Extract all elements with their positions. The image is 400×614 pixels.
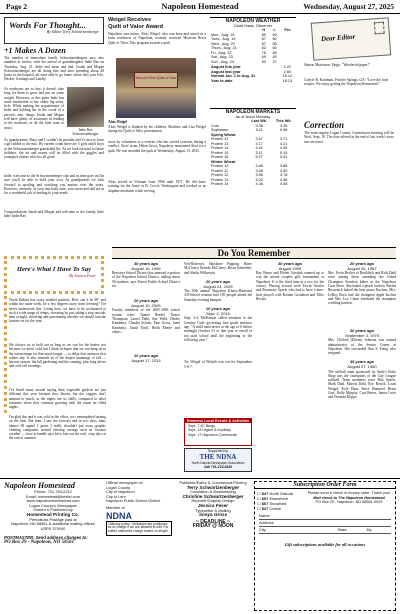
name-field[interactable]: Name <box>259 513 391 520</box>
indie-rae-photo <box>67 87 104 127</box>
market-row: Protein 14 4.48 4.38 <box>211 182 288 187</box>
say-title: Here's What I Have To Say <box>16 266 92 273</box>
say-paragraph-2: We always try to hold out as long as we can for the heater, not because we aren't cold, but I think in hopes that we can hang on to the warm temps for that much longer — to delay that ominous first winter day. It also reminds us of the deeper hauntings of fall — harvest season, the fall gardening and the canning, plus long drives and cool fall evenings. <box>9 343 106 369</box>
quilt-photo <box>116 58 196 118</box>
dear-editor-graphic <box>311 17 391 60</box>
say-banner <box>4 256 104 294</box>
market-row: Soybeans 9.11 9.58 <box>211 128 288 133</box>
market-row: Winter Wheat <box>211 159 236 164</box>
words-for-thought-banner <box>4 17 104 44</box>
say-byline: By Jessica Feser <box>69 273 96 278</box>
weather-row: Thurs., Aug. 21 82 60 <box>211 46 277 51</box>
footer-rule <box>0 478 400 479</box>
market-row: Protein 10 3.86 3.88 <box>211 164 288 169</box>
weather-box <box>210 17 296 83</box>
weather-row: Mon., Aug. 18 89 59 <box>211 32 277 37</box>
market-row: Protein 12 3.86 3.78 <box>211 173 288 178</box>
editor-letter-1: Sharon Martinson, Fargo: "Wonderful paper!" <box>304 63 371 67</box>
editor-letter-2: Carlyle B. Kaufman, Powder Springs, GA: "Love the food recipes. We enjoy getting the Napoleon Homestead." <box>304 78 389 87</box>
checkbox-icon: ☐ <box>257 501 262 506</box>
official-newspaper: Official newspaper of: Logan County City of Napoleon City of Lehr Napoleon Public School District Member of NDNA Obituary policy: Obituaries are published at no charge if we are allowed to edit. For edited obituaries charge based on length. <box>106 481 172 536</box>
checkbox-icon: ☐ <box>257 491 262 496</box>
quilt-paragraph-2: sewn by volunteers to a veteran who has served overseas during a conflict. Alois' sister, Helen Gross, Napoleon, nominated Alois for a quilt. He was awarded the quilt at Wednesday, August 13, 2025. <box>108 140 206 153</box>
weather-total-row: Year to date 18.13 <box>211 78 293 83</box>
remember-col-3: 30 years ago August 1995 Ray Bauer and Eileen Grosdek teamed up to win the mixed couples golf tournament at Napoleon. It is the third time in a row for the victory. Placing second were Erwin Giesler and Rosemary Sperle who had to have a nine-hole playoff with Ronnie Goodman and Tillie Becker. <box>256 261 324 301</box>
market-row: Protein 16 5.27 5.31 <box>211 155 288 160</box>
market-row: Protein 12 3.67 3.71 <box>211 137 288 142</box>
market-row: Protein 11 3.48 3.50 <box>211 168 288 173</box>
checkbox-icon: ☐ <box>257 496 262 501</box>
words-headline: +1 Makes A Dozen <box>4 46 66 55</box>
words-paragraph-1: The number of immediate family Schwartzenbergers now also numbers at twelve, with the arrival of granddaughter Indie Rae on Thursday, Aug. 21. Indie and mom and dad, Josiah and Megan Schwartzenberger are all doing fine and after spending about 48 hours in the hospital, all were able to go home where they join JoJo, Decker, Jennings and Landry. <box>4 56 104 82</box>
say-paragraph-3: I've heard many around saying their vegetable gardens are just different this year because they bloom, but the veggies don't amount to much, as the nights are so chilly, compared to other summers when they continue growing with the warm air filled nights. <box>9 388 106 410</box>
markets-box <box>210 108 296 187</box>
staff-list: Publisher/Editor & Commercial Printing Terry Schwartzenberger Circulation & Bookkeeping Christine Schwartzenberger Reporter/Graphic Design Jessica Feser Typesetter & Mailing Sonya Gross ~ DEADLINE ~ FRIDAY @ NOON <box>179 480 247 530</box>
flower-border-icon <box>4 296 7 416</box>
ndna-ad: Supported by THE NDNA North Dakota Newspaper Association Call 701-223-6420 <box>184 448 252 472</box>
remember-col-1: 30 years ago August 16, 1995 Brewster School District has annexed a portion of the Napoleon School District, adding about 50 students, says Prairie Public School District etc. 20 years ago August 10, 2005 Faculty members of the 2005-2006 school system were: Tanner Bredel, Nancy Thompson, Laurel Dahl, Sue Wald, Deidre Kambeitz, Claudia Schulz, Pam Gross, Janet Kambeitz, Justin Emil, Heidi Eberle and others. 10 years ago August 17, 2015 <box>112 261 180 363</box>
words-paragraph-5: Congratulations Jonah and Megan and welcome to the family, little baby Indie Rae. <box>4 210 104 219</box>
subscription-option[interactable]: ☐ $57 Elsewhere <box>257 496 289 501</box>
say-paragraph-1: North Dakota has crazy weather patterns. How can it be 90° and within the same week, be a few degrees away from freezing? I've never understood this. Living here, we have to be acclimated to such a wide range of temps, swearing by just taking a step outside, then at night, shivering and questioning whether we should turn the furnace on for the year. <box>9 298 106 324</box>
words-byline: By Editor Terry Schwartzenberger <box>46 30 99 34</box>
emmons-events-ad: Emmons Local Events & Activities Sept. 7 4C Bingo Sept. 13 Legion & Auxiliary Sept. 17 Napoleon Community <box>184 418 252 446</box>
quilt-kicker: Weigel Receives <box>108 17 152 23</box>
markets-title: NAPOLEON MARKETS <box>225 109 281 115</box>
weather-row: Wed., Aug. 20 87 58 <box>211 41 277 46</box>
market-row: Protein 15 5.11 5.15 <box>211 150 288 155</box>
correction-text: The semi-regular Logan County Commission meeting will be Wed., Sept. 10. The date offered at the end of last week's story was incorrect. <box>304 131 394 144</box>
page-number: Page 2 <box>6 2 28 11</box>
issue-date: Wednesday, August 27, 2025 <box>303 2 394 11</box>
quilt-paragraph-3: Alois served in Vietnam from 1966 until 1971. He did basic training for the Army at Ft. Lewis, Washington and worked as an airplane mechanic while serving. <box>108 180 206 193</box>
words-paragraph-4: Indie, welcome to the Schwartzenberger clan and as time goes on I'm sure you'll be able to hold your own. As grandparents we look forward to spoiling and watching you mature over the years. However, currently, in your tiny baby state, your mom and dad are in for a wonderful job of tending to your needs. <box>4 174 104 196</box>
quilt-banner-label: Missouri River Quilts of Valor <box>134 72 178 88</box>
market-row: Protein 14 4.91 4.95 <box>211 146 288 151</box>
market-row: Spring Wheat <box>211 132 236 137</box>
weather-total-row: August last year 2.60 <box>211 69 292 74</box>
remember-col-4: 20 years ago August 26, 1987 Mrs. Ervin Becker of Braddock and Rick Dahl were among those attending the Grand Champion Kutchen baker at the Napoleon Corn Show. She baked a peach kuchen. Bertha Bossenick baked the beat prune Kuchen; Mrs. LeRoy Bock had the champion apple kuchen and Mrs. Leo Chase exhibited the champion wedding kuchen. 30 years ago September 3, 1975 Mrs. Clifford (Eileen) Johnson was named administrator of the Senior Center at Napoleon. She succeeded Ann S. Fettig who resigned. 45 years ago August 27, 1980 The softball team sponsored by Andy's Body Shop was the champions of the City League softball. Team members were Bob Sperle, Mark Dahl, Marvin Dahl, Eric Reisch, Louis Weigel, Kyle Haas, Steve Hummel, Brent Graf, Kelly Murphy, Curt Reeve, James Leier and Norman Klippe. <box>328 261 396 400</box>
correction-heading: Correction <box>304 120 345 130</box>
markets-subtitle: as of Noon Monday <box>235 113 271 119</box>
weather-observer: Clark Haas, Observer <box>233 22 273 28</box>
quilt-caption: Alois Weigel <box>108 120 128 124</box>
say-paragraph-4: I'm glad this and it was cold in the office, we contemplated turning on the heat. But then, I saw the forecast and in two days, bam, almost 90 again! I guess I really shouldn't put away graphic clothing companies around offering savings such as 'sweater weather' — how to handle up a bit to last out the cool, crisp days at the end of summer. <box>9 415 106 441</box>
weather-total-row: August this year 1.22 <box>211 65 292 70</box>
words-paragraph-2: As newborns are so tiny, it doesn't take long for them to grow and put on some weight. However, at this point Indie has some similarities to her oldest big sister, JoJo. While making the acquaintance of Indie and holding her in the crook of a person's arm, things Josiah and Megan will have plenty of assistance in tending to the newborn, as all the kids want to assist. <box>4 87 64 130</box>
quilt-paragraph-1: Napoleon area native, Alois Weigel, who was born and raised on a farm southwest of Napoleon, recently received Missouri River Quilt of Valor. This program awards a quilt <box>108 32 206 45</box>
quilt-caption-text: Alois Weigel is flanked by his children, Matthew and Lisa Weigel during his Quilt of Valor presentation. <box>108 125 206 134</box>
paper-title: Napoleon Homestead <box>161 1 239 11</box>
publisher-info: Napoleon Homestead Phone: 701-754-2212 Email: homestead@bektel.com www.napoleonhomestead.com Logan County's Newspaper Owned & Published by Homestead Printing Co. Periodicals Postage paid at Napoleon, ND 58561 & additional mailing offices USPS 379040 POSTMASTER: Send address changes to: PO Box 29 - Napoleon, ND 58561 <box>4 481 95 546</box>
weather-total-row: Normal Jan. 1 to Aug. 31 15.12 <box>211 74 293 79</box>
weather-table: H L Pre. Mon., Aug. 18 89 59 Tues., Aug. 19 87 60 Wed., Aug. 20 87 58 Thurs., Aug. 21 82 60 Fri., Aug. 22 78 48 Sat., Aug. 23 69 49 Sun., Aug. 24 63 37 <box>210 28 296 64</box>
words-title: Words For Thought... <box>9 20 86 30</box>
weather-title: NAPOLEON WEATHER <box>225 18 281 24</box>
masthead-bar <box>0 0 400 14</box>
checkbox-icon: ☐ <box>257 506 262 511</box>
words-paragraph-3: As grandparents, Mary and I couldn't be prouder and it's nice to have a girl added to the mix. By current count there are 5 girls and 6 boys in the Schwartzenberger grandchild list. As we look forward to future holidays, the air and rooms will be filled with the giggles and youngster chatter which is all good. <box>4 138 104 160</box>
market-row: Corn 3.38 3.35 <box>211 123 288 128</box>
subscription-form: Subscription Order Form ☐ $47 North Dakota ☐ $57 Elsewhere ☐ $67 Snowbird ☐ $37 Online Please send a check or money order. Thank you! Mail check to The Napoleon Homestead PO Box 29 - Napoleon, ND 58561-0029 Name Address City State Zip Gift subscriptions available for all occasions <box>254 481 396 611</box>
markets-table: Last Wk. This Wk. Corn 3.38 3.35 Soybeans 9.11 9.58 Spring Wheat Protein 12 3.67 3.71 Protein 13 4.17 4.21 Protein 14 4.91 4.95 Protein 15 5.11 5.15 Protein 16 5.27 5.31 Winter Wheat Protein 10 3.86 3.88 Protein 11 3.48 3.50 Protein 12 3.86 3.78 Protein 13 4.02 4.38 Protein 14 4.48 4.38 <box>210 119 296 187</box>
address-field[interactable]: Address <box>259 520 391 527</box>
weather-row: Sun., Aug. 24 63 37 <box>211 59 277 64</box>
market-row: Protein 13 4.02 4.38 <box>211 177 288 182</box>
subscription-option[interactable]: ☐ $47 North Dakota <box>257 491 294 496</box>
subscription-option[interactable]: ☐ $67 Snowbird <box>257 501 287 506</box>
market-row: Protein 13 4.17 4.21 <box>211 141 288 146</box>
stamp-icon <box>374 22 385 35</box>
quilt-headline: Quilt of Valor Award <box>108 24 164 30</box>
zip-field[interactable]: Zip <box>366 527 372 532</box>
indie-photo-caption: Indie Rae Schwartzenberger <box>72 128 99 136</box>
remember-col-2: Veit-Rettersel, Shoshone Pupping, Barry McCleery, Brenda McCleery, Brian Schneider, and Shelia Wilkerson. 20 years ago August 24, 2005 The 10th annual Napoleon Klutzy-Burnstad All-School reunion had 185 people attend the Saturday evening banquet. 10 years ago Sept. 2, 2015 Sept. 3-4, Ma'Kenzie called attention to the Century Code governing first grade entrance age. "A child must arrive at the age of 6 before midnight October 31 of that year to enroll or not start school until the beginning of the following year." Try Weigel of Wishek was out for September 5-6-7. <box>184 262 252 369</box>
weather-totals <box>210 65 296 83</box>
weather-row: Fri., Aug. 22 78 48 <box>211 50 277 55</box>
weather-row: Sat., Aug. 23 69 49 <box>211 55 277 60</box>
weather-row: Tues., Aug. 19 87 60 <box>211 37 277 42</box>
subscription-option[interactable]: ☐ $37 Online <box>257 506 282 511</box>
do-you-remember-banner: Do You Remember <box>112 247 396 259</box>
dear-editor-heading: Dear Editor <box>320 32 356 44</box>
city-field[interactable]: City <box>259 527 266 532</box>
state-field[interactable]: State <box>337 527 347 532</box>
